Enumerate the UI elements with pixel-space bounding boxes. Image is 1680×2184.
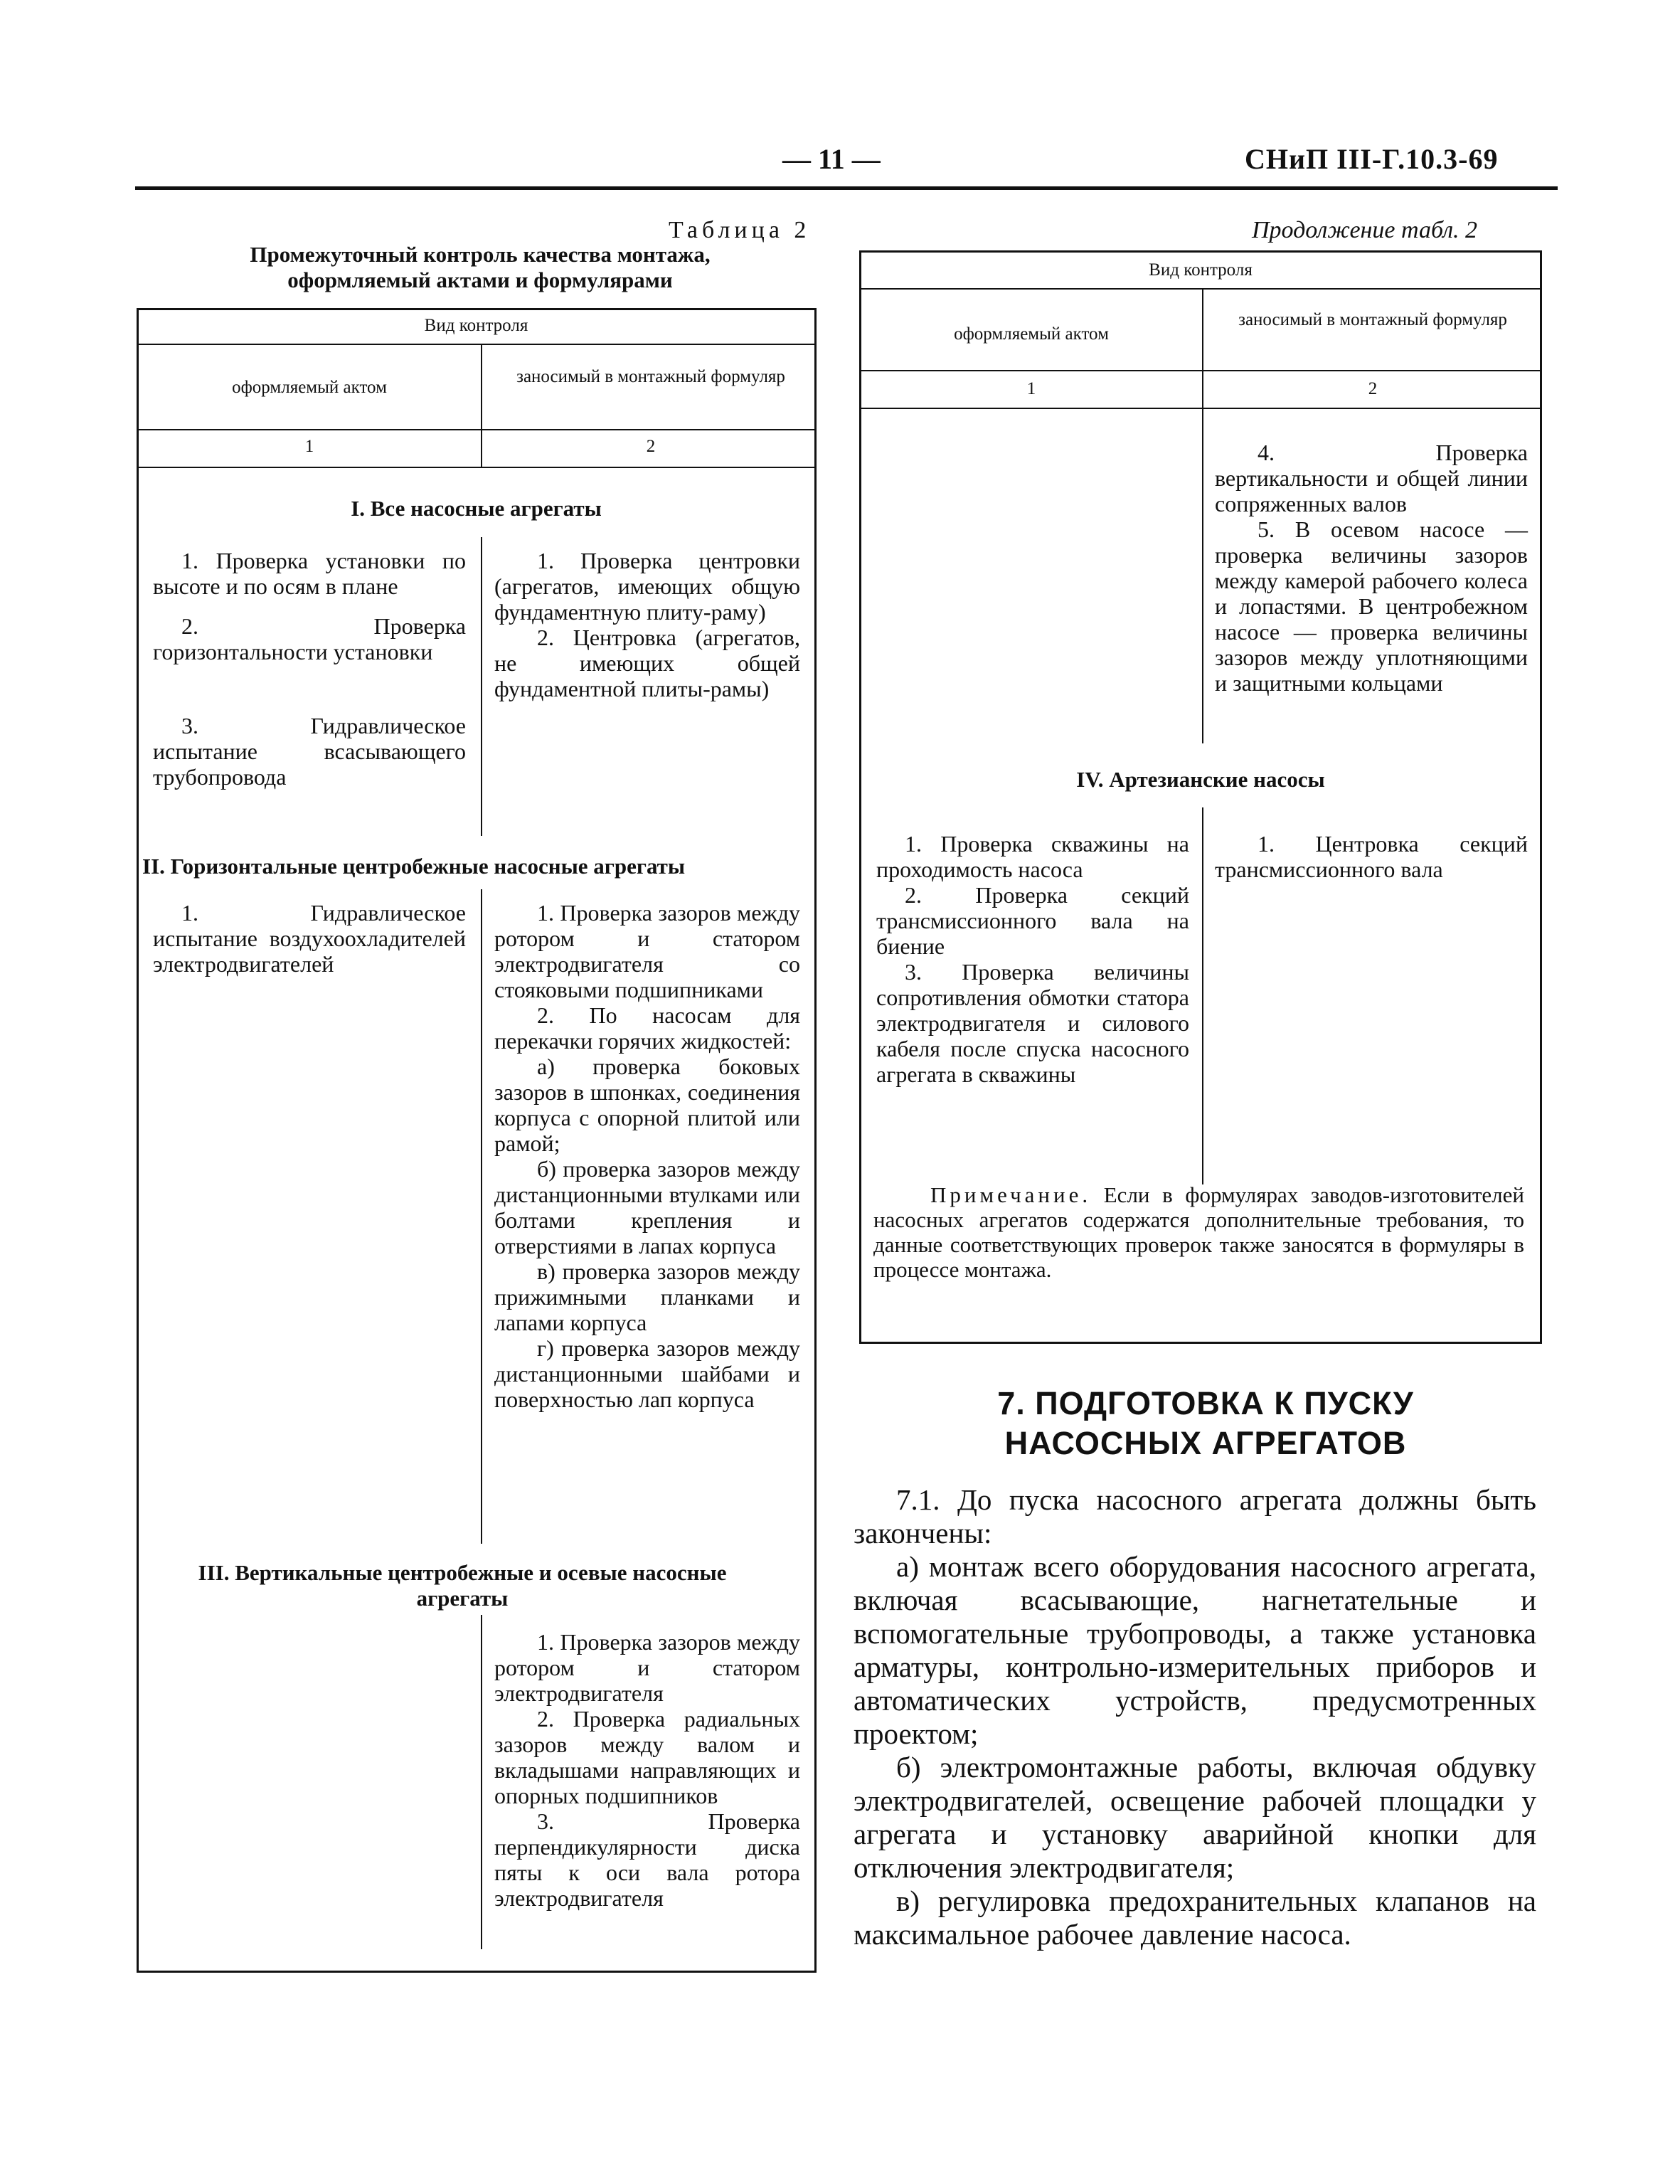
list-item: г) проверка зазоров между дистанционными шайбами и поверхностью лап корпуса <box>494 1335 800 1412</box>
paragraph: б) электромонтажные работы, включая обдувку электродвигателей, освещение рабочей площадки у агрегата и установку аварийной кнопки для отключения электродвигателя; <box>854 1751 1536 1884</box>
chapter-title-line-2: НАСОСНЫХ АГРЕГАТОВ <box>1004 1425 1407 1461</box>
table-title: Промежуточный контроль качества монтажа, оформляемый актами и формулярами <box>250 242 711 292</box>
list-item: 3. Проверка перпендикулярности диска пяты к оси вала ротора электродвигателя <box>494 1808 800 1911</box>
col1-number: 1 <box>304 437 314 456</box>
list-item: 1. Проверка центровки (агрегатов, имеющих общую фундаментную плиту-раму) <box>494 548 800 625</box>
head-col-divider <box>481 344 482 468</box>
table-note <box>873 1182 1524 1282</box>
list-item: 5. В осевом насосе — проверка величины зазоров между камерой рабочего колеса и лопастями. В центробежном насосе — проверка величины зазоров между уплотняющими и защитными кольцами <box>1215 516 1528 696</box>
chapter-title-line-1: 7. ПОДГОТОВКА К ПУСКУ <box>997 1385 1414 1421</box>
list-item: 1. Проверка скважины на проходимость насоса <box>876 831 1189 882</box>
section-4-title: IV. Артезианские насосы <box>1076 767 1325 792</box>
section-4-col1 <box>876 831 1189 1087</box>
document-code: СНиП III-Г.10.3-69 <box>1245 143 1499 175</box>
list-item: 2. По насосам для перекачки горячих жидкостей: <box>494 1002 800 1054</box>
table-left-border <box>137 308 139 1973</box>
page-number: — 11 — <box>782 143 881 175</box>
section-2-col-divider <box>481 889 482 1544</box>
section-1-col2 <box>494 548 800 701</box>
table-bottom-rule <box>137 1971 816 1973</box>
list-item: 3. Гидравлическое испытание всасывающего трубопровода <box>153 713 466 790</box>
section-4-col-divider <box>1202 807 1203 1184</box>
section-3-title: III. Вертикальные центробежные и осевые насосные агрегаты <box>198 1560 727 1611</box>
chapter-title <box>875 1384 1536 1463</box>
cont-top-rule <box>859 250 1542 253</box>
list-item: 1. Проверка зазоров между ротором и статором электродвигателя <box>494 1629 800 1706</box>
section-3c-col2 <box>1215 440 1528 696</box>
col2-number: 2 <box>646 437 656 456</box>
table-right-border <box>814 308 817 1973</box>
list-item: 2. Проверка секций трансмиссионного вала на биение <box>876 882 1189 959</box>
head-col1: оформляемый актом <box>232 378 387 397</box>
list-item: 2. Центровка (агрегатов, не имеющих общей фундаментной плиты-рамы) <box>494 625 800 701</box>
cont-right-border <box>1540 250 1542 1344</box>
list-item: б) проверка зазоров между дистанционными втулками или болтами крепления и отверстиями в лапах корпуса <box>494 1156 800 1258</box>
table-top-rule <box>137 308 816 310</box>
table-label: Таблица 2 <box>669 217 811 243</box>
section-2-col1 <box>153 900 466 977</box>
chapter-body <box>854 1483 1536 1951</box>
cont-head-col1: оформляемый актом <box>954 324 1109 344</box>
cont-head-col2: заносимый в монтажный формуляр <box>1238 310 1507 329</box>
note-text: Если в формулярах заводов-изготовителей насосных агрегатов содержатся дополнительные требования, то данные соответствующих проверок также заносятся в формуляры в процессе монтажа. <box>873 1182 1524 1282</box>
cont-col2-number: 2 <box>1368 379 1378 398</box>
cont-bottom-rule <box>859 1342 1542 1344</box>
list-item: 1. Проверка зазоров между ротором и статором электродвигателя со стояковыми подшипниками <box>494 900 800 1002</box>
list-item: а) проверка боковых зазоров в шпонках, соединения корпуса с опорной плитой или рамой; <box>494 1054 800 1156</box>
cont-head-divider <box>859 288 1542 290</box>
cont-numbers-divider <box>859 408 1542 409</box>
note-label: Примечание. <box>930 1182 1092 1207</box>
paragraph: в) регулировка предохранительных клапанов на максимальное рабочее давление насоса. <box>854 1885 1536 1951</box>
section-1-col-divider <box>481 537 482 836</box>
numbers-divider <box>137 467 816 468</box>
list-item: 2. Проверка горизонтальности установки <box>153 613 466 664</box>
list-item: 1. Центровка секций трансмиссионного вала <box>1215 831 1528 882</box>
section-3c-col-divider <box>1202 409 1203 743</box>
cont-head-col-divider <box>1202 288 1203 409</box>
head-divider <box>137 344 816 345</box>
cont-head-main: Вид контроля <box>1149 260 1253 280</box>
head-divider-2 <box>137 429 816 430</box>
section-1-title: I. Все насосные агрегаты <box>351 496 602 521</box>
paragraph: а) монтаж всего оборудования насосного агрегата, включая всасывающие, нагнетательные и вспомогательные трубопроводы, а также установка арматуры, контрольно-измерительных приборов и автоматических устройств, предусмотренных проектом; <box>854 1550 1536 1750</box>
list-item: в) проверка зазоров между прижимными планками и лапами корпуса <box>494 1258 800 1335</box>
section-3-col-divider <box>481 1615 482 1949</box>
head-main: Вид контроля <box>424 316 528 335</box>
section-4-col2 <box>1215 831 1528 882</box>
paragraph: 7.1. До пуска насосного агрегата должны быть закончены: <box>854 1483 1536 1549</box>
section-3-col2 <box>494 1629 800 1911</box>
list-item: 1. Гидравлическое испытание воздухоохладителей электродвигателей <box>153 900 466 977</box>
section-1-col1 <box>153 548 466 790</box>
list-item: 2. Проверка радиальных зазоров между валом и вкладышами направляющих и опорных подшипников <box>494 1706 800 1808</box>
list-item: 3. Проверка величины сопротивления обмотки статора электродвигателя и силового кабеля после спуска насосного агрегата в скважины <box>876 959 1189 1087</box>
cont-head-divider-2 <box>859 370 1542 371</box>
header-rule <box>135 186 1558 190</box>
section-2-col2 <box>494 900 800 1412</box>
continuation-label: Продолжение табл. 2 <box>1252 217 1478 243</box>
section-2-title: II. Горизонтальные центробежные насосные агрегаты <box>142 854 686 879</box>
list-item: 4. Проверка вертикальности и общей линии сопряженных валов <box>1215 440 1528 516</box>
head-col2: заносимый в монтажный формуляр <box>516 367 785 386</box>
cont-col1-number: 1 <box>1026 379 1036 398</box>
list-item: 1. Проверка установки по высоте и по осям в плане <box>153 548 466 599</box>
cont-left-border <box>859 250 861 1344</box>
